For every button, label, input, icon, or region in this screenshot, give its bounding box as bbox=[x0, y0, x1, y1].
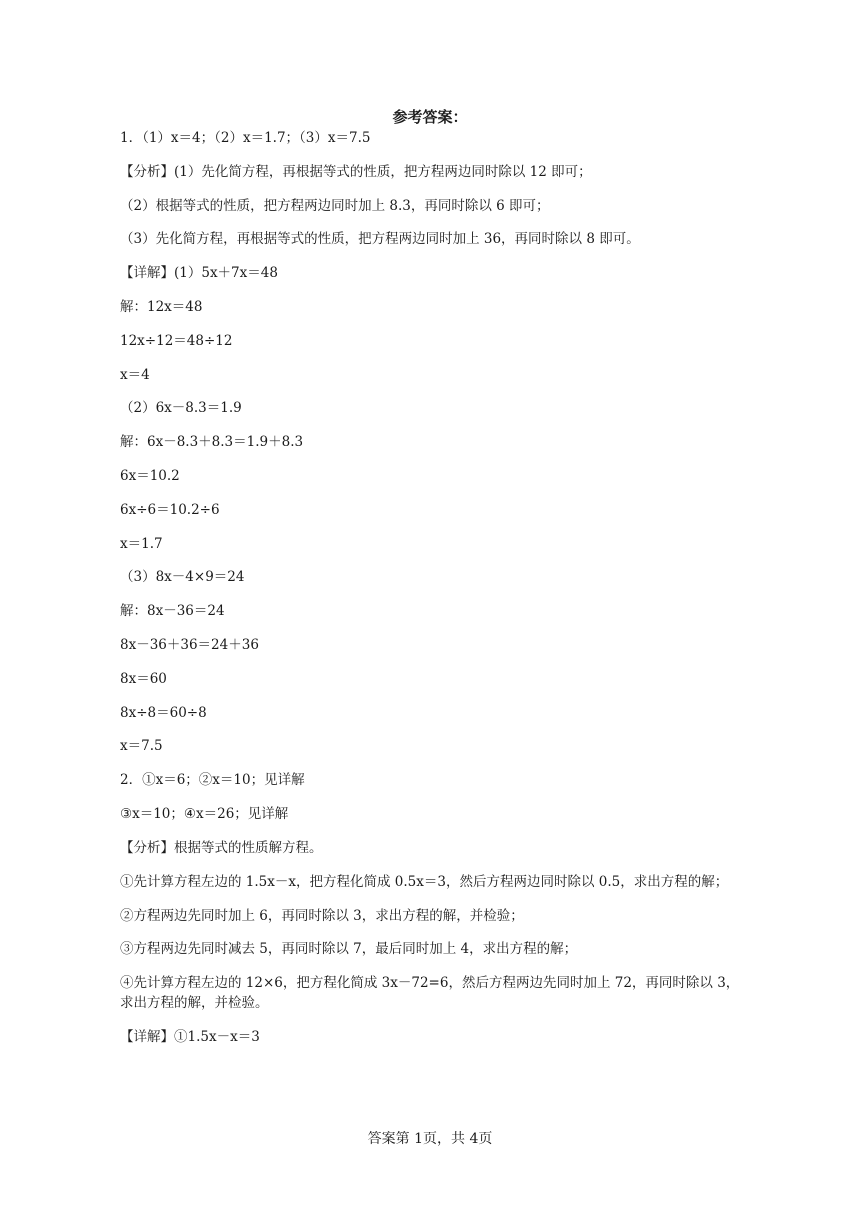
solution-line: 解：8x－36＝24 bbox=[120, 603, 225, 620]
solution-line: 【详解】①1.5x－x＝3 bbox=[120, 1029, 260, 1046]
answer-content bbox=[120, 128, 740, 1061]
page-title: 参考答案： bbox=[392, 108, 468, 126]
analysis-line: 【分析】根据等式的性质解方程。 bbox=[120, 839, 323, 856]
solution-line: 8x－36＋36＝24＋36 bbox=[120, 636, 259, 653]
page-footer: 答案第 1页，共 4页 bbox=[367, 1131, 493, 1147]
answer-line: 1．（1）x＝4；（2）x＝1.7；（3）x＝7.5 bbox=[120, 130, 371, 146]
solution-line: 8x÷8＝60÷8 bbox=[120, 704, 207, 721]
answer-line: ③x＝10；④x＝26；见详解 bbox=[120, 805, 289, 822]
solution-line: 解：12x＝48 bbox=[120, 298, 203, 315]
solution-line: 8x＝60 bbox=[120, 670, 167, 687]
analysis-line: ④先计算方程左边的 12×6，把方程化简成 3x－72=6，然后方程两边先同时加上 72，再同时除以 3，求出方程的解，并检验。 bbox=[120, 975, 740, 1012]
analysis-line: ②方程两边先同时加上 6，再同时除以 3，求出方程的解，并检验； bbox=[120, 907, 524, 924]
analysis-line: ①先计算方程左边的 1.5x－x，把方程化简成 0.5x＝3，然后方程两边同时除以 0.5，求出方程的解； bbox=[120, 873, 729, 890]
analysis-line: （3）先化简方程，再根据等式的性质，把方程两边同时加上 36，再同时除以 8 即可。 bbox=[120, 231, 640, 248]
answer-line: 2．①x＝6；②x＝10；见详解 bbox=[120, 772, 305, 789]
solution-line: x＝1.7 bbox=[120, 535, 163, 552]
solution-line: 12x÷12＝48÷12 bbox=[120, 332, 233, 349]
solution-line: 6x÷6＝10.2÷6 bbox=[120, 501, 220, 518]
analysis-line: 【分析】(1）先化简方程，再根据等式的性质，把方程两边同时除以 12 即可； bbox=[120, 163, 592, 180]
solution-line: x＝4 bbox=[120, 366, 150, 383]
solution-line: x＝7.5 bbox=[120, 738, 163, 755]
solution-line: 【详解】(1）5x＋7x＝48 bbox=[120, 265, 278, 282]
solution-line: （2）6x－8.3＝1.9 bbox=[120, 400, 242, 417]
solution-line: （3）8x－4×9＝24 bbox=[120, 569, 245, 586]
analysis-line: ③方程两边先同时减去 5，再同时除以 7，最后同时加上 4，求出方程的解； bbox=[120, 941, 578, 958]
analysis-line: （2）根据等式的性质，把方程两边同时加上 8.3，再同时除以 6 即可； bbox=[120, 197, 550, 214]
solution-line: 6x＝10.2 bbox=[120, 467, 180, 484]
solution-line: 解：6x－8.3＋8.3＝1.9＋8.3 bbox=[120, 434, 304, 451]
